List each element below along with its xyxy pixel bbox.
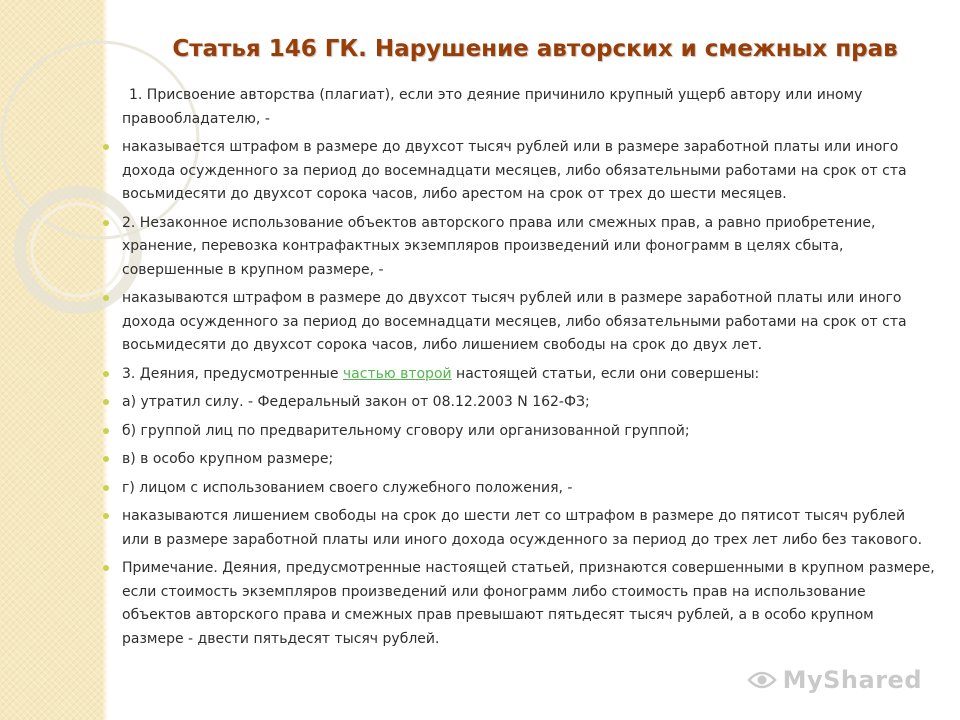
list-item	[100, 287, 935, 358]
list-item	[100, 477, 935, 501]
watermark	[747, 666, 922, 694]
list-item-text: г) лицом с использованием своего служебного положения, -	[122, 479, 573, 496]
list-item-text-after: настоящей статьи, если они совершены:	[451, 365, 760, 382]
list-item	[100, 391, 935, 415]
part-two-link[interactable]: частью второй	[342, 365, 452, 382]
bullet-icon	[103, 220, 109, 226]
bullet-icon	[103, 428, 109, 434]
bullet-icon	[103, 295, 109, 301]
list-item	[100, 363, 935, 387]
list-item-text: Примечание. Деяния, предусмотренные настоящей статьей, признаются совершенными в крупном размере, если стоимость экземпляров произведений или фонограмм либо стоимость прав на использование объектов авторского права и смежных прав превышают пятьдесят тысяч рублей, а в особо крупном размере - двести пятьдесят тысяч рублей.	[122, 560, 935, 647]
bullet-icon	[103, 565, 109, 571]
list-item-text: наказываются штрафом в размере до двухсот тысяч рублей или в размере заработной платы или иного дохода осужденного за период до восемнадцати месяцев, либо обязательными работами на срок от ста восьмидесяти до двухсот сорока часов, либо лишением свободы на срок до двух лет.	[122, 290, 907, 353]
list-item	[100, 448, 935, 472]
bullet-icon	[103, 456, 109, 462]
bullet-icon	[103, 371, 109, 377]
list-item-text-before: 3. Деяния, предусмотренные	[122, 365, 343, 382]
bullet-icon	[103, 485, 109, 491]
list-item-text: 2. Незаконное использование объектов авторского права или смежных прав, а равно приобретение, хранение, перевозка контрафактных экземпляров произведений или фонограмм в целях сбыта, совершенные в крупном размере, -	[122, 214, 876, 278]
list-item	[100, 136, 935, 207]
list-item	[100, 420, 935, 444]
list-item-text: наказывается штрафом в размере до двухсот тысяч рублей или в размере заработной платы или иного дохода осужденного за период до восемнадцати месяцев, либо обязательными работами на срок от ста восьмидесяти до двухсот сорока часов, либо арестом на срок от трех до шести месяцев.	[122, 139, 907, 202]
bullet-icon	[103, 513, 109, 519]
bullet-icon	[103, 144, 109, 150]
list-item	[100, 505, 935, 552]
list-item-text: а) утратил силу. - Федеральный закон от 08.12.2003 N 162-ФЗ;	[122, 394, 590, 410]
bullet-icon	[103, 399, 109, 405]
list-item-text: в) в особо крупном размере;	[122, 451, 334, 467]
list-item-text: наказываются лишением свободы на срок до шести лет со штрафом в размере до пятисот тысяч рублей или в размере заработной платы или иного дохода осужденного за период до трех лет либо без такового.	[122, 508, 923, 548]
watermark-text: MyShared	[782, 666, 922, 694]
list-item	[100, 212, 935, 283]
content-list	[100, 84, 935, 656]
list-item-text: б) группой лиц по предварительному сговору или организованной группой;	[122, 422, 690, 439]
list-item	[100, 557, 935, 651]
eye-logo-icon	[747, 668, 777, 692]
intro-paragraph: 1. Присвоение авторства (плагиат), если это деяние причинило крупный ущерб автору или иному правообладателю, -	[122, 87, 863, 127]
slide-title: Статья 146 ГК. Нарушение авторских и смежных прав	[172, 36, 898, 62]
